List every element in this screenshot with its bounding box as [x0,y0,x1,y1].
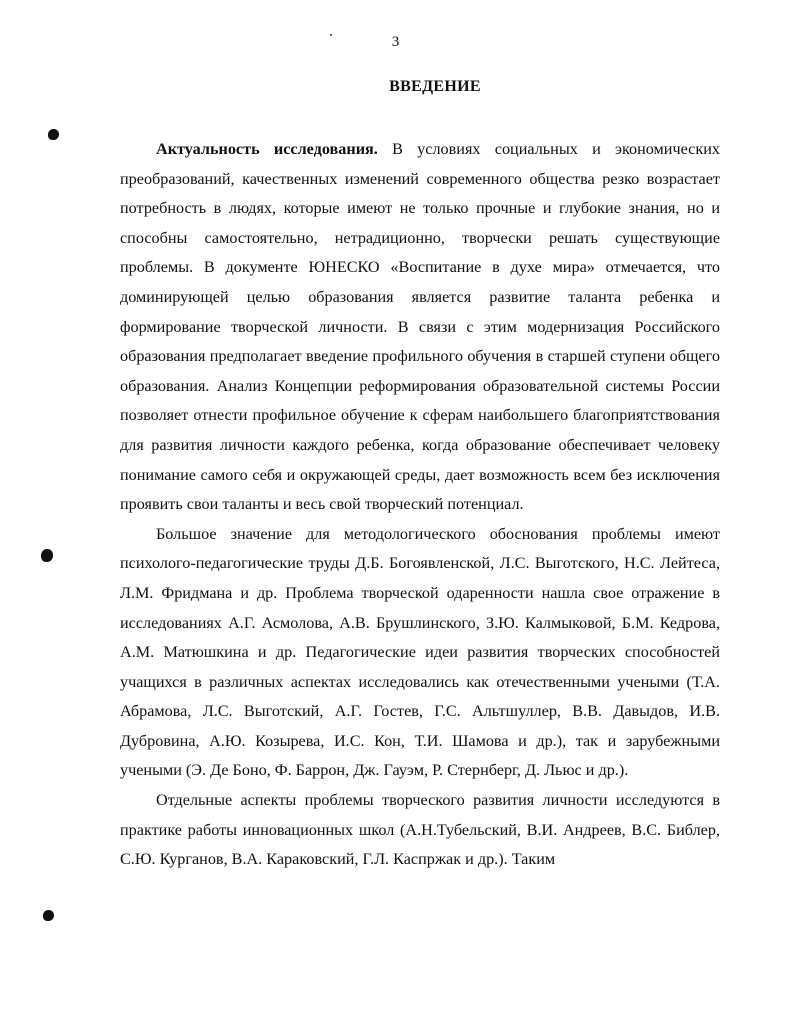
binder-hole-icon [48,129,59,140]
paragraph-methodology: Большое значение для методологического обоснования проблемы имеют психолого-педагогические труды Д.Б. Богоявленской, Л.С. Выготского, Н.С. Лейтеса, Л.М. Фридмана и др. Проблема творческой одаренности нашла свое отражение в исследованиях А.Г. Асмолова, А.В. Брушлинского, З.Ю. Калмыковой, Б.М. Кедрова, А.М. Матюшкина и др. Педагогические идеи развития творческих способностей учащихся в различных аспектах исследовались как отечественными учеными (Т.А. Абрамова, Л.С. Выготский, А.Г. Гостев, Г.С. Альтшуллер, В.В. Давыдов, И.В. Дубровина, А.Ю. Козырева, И.С. Кон, Т.И. Шамова и др.), так и зарубежными учеными (Э. Де Боно, Ф. Баррон, Дж. Гауэм, Р. Стернберг, Д. Льюс и др.). [120,524,720,780]
body-text [120,135,720,875]
paragraph-relevance [120,135,720,520]
page-number: 3 [391,34,400,50]
paragraph-run-in-heading: Актуальность исследования. [156,140,378,158]
paragraph-innovative-schools: Отдельные аспекты проблемы творческого развития личности исследуются в практике работы инновационных школ (А.Н.Тубельский, В.И. Андреев, В.С. Библер, С.Ю. Курганов, В.А. Караковский, Г.Л. Каспржак и др.). Таким [120,791,720,869]
scan-speck [330,34,332,36]
page-title: ВВЕДЕНИЕ [389,78,481,95]
paragraph-text: В условиях социальных и экономических преобразований, качественных изменений современного общества резко возрастает потребность в людях, которые имеют не только прочные и глубокие знания, но и способны самостоятельно, нетрадиционно, творчески решать существующие проблемы. В документе ЮНЕСКО «Воспитание в духе мира» отмечается, что доминирующей целью образования является развитие таланта ребенка и формирование творческой личности. В связи с этим модернизация Российского образования предполагает введение профильного обучения в старшей ступени общего образования. Анализ Концепции реформирования образовательной системы России позволяет отнести профильное обучение к сферам наибольшего благоприятствования для развития личности каждого ребенка, когда образование обеспечивает человеку понимание самого себя и окружающей среды, дает возможность всем без исключения проявить свои таланты и весь свой творческий потенциал. [120,140,720,514]
binder-hole-icon [43,910,54,921]
binder-hole-icon [41,549,53,562]
